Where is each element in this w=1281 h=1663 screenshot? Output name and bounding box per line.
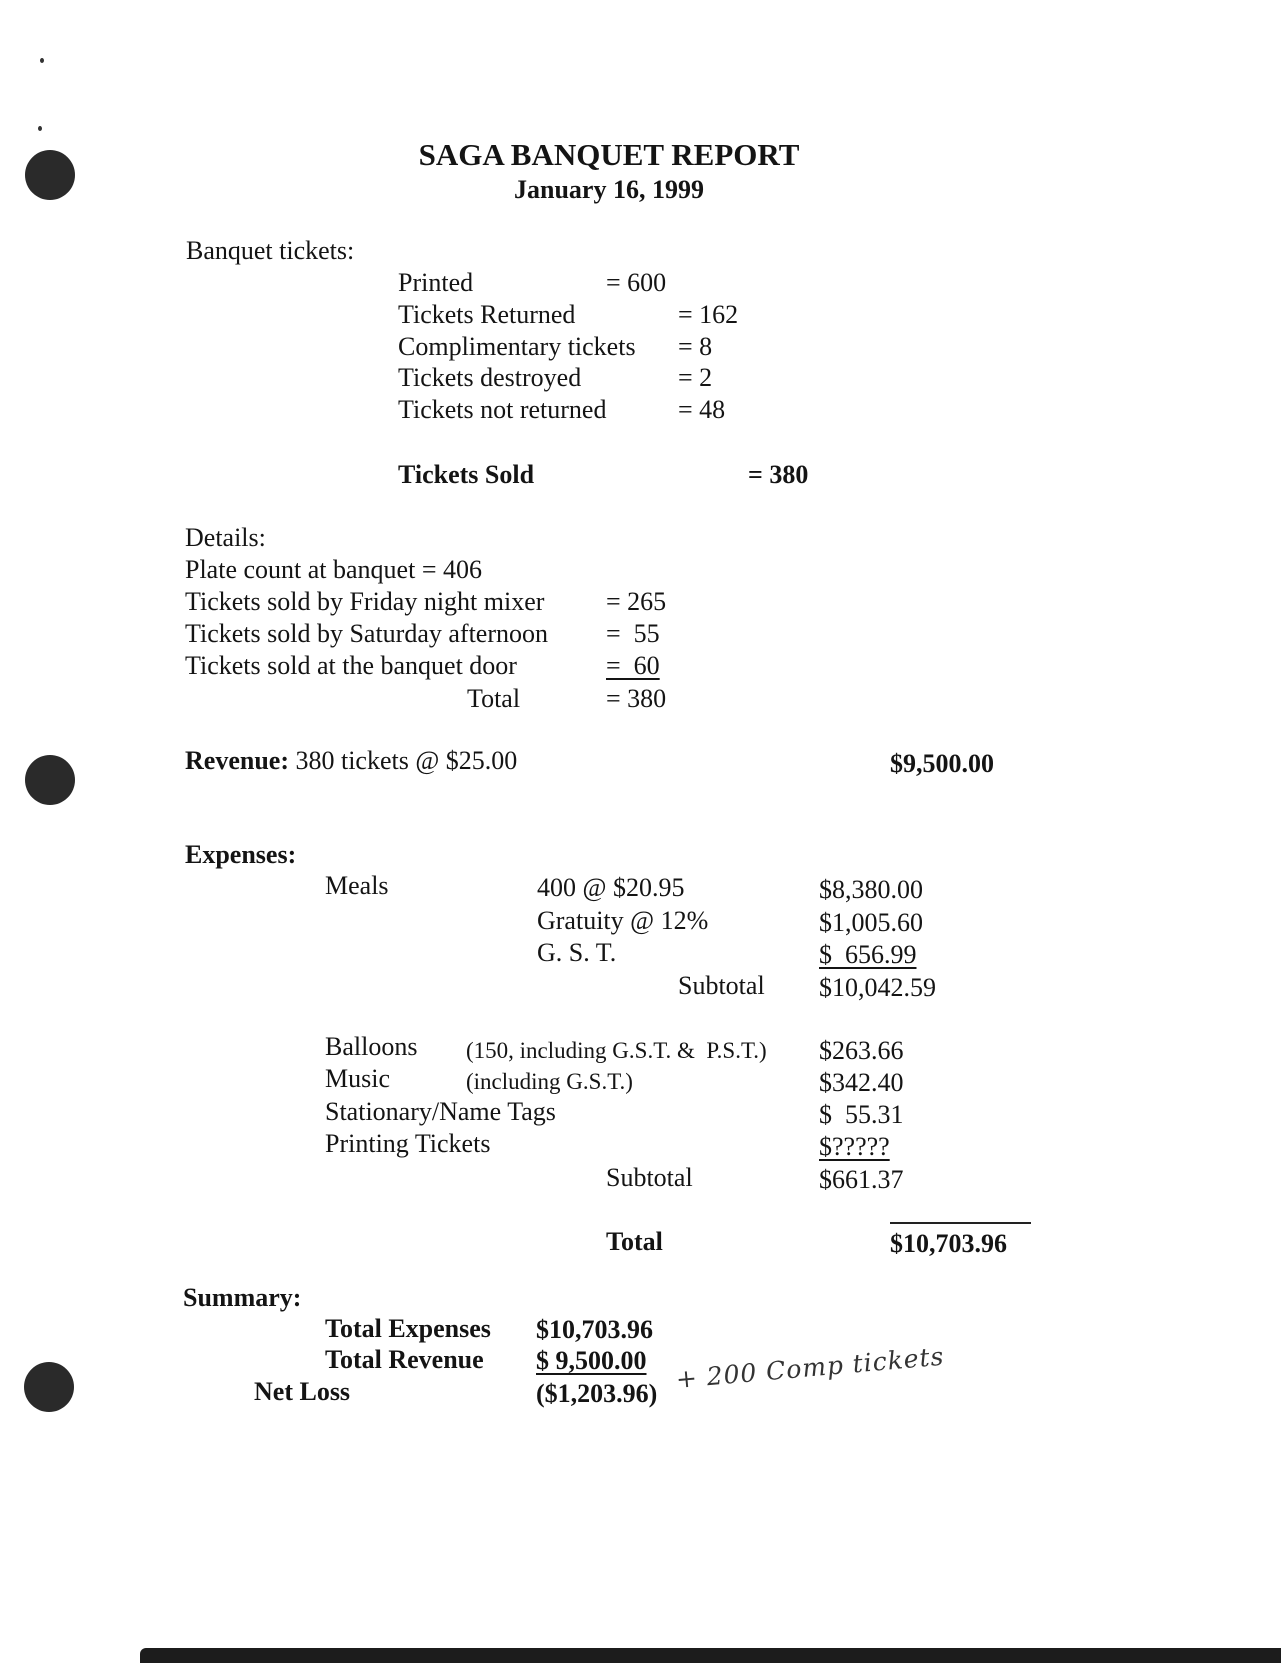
expense-label: Printing Tickets	[325, 1129, 491, 1158]
ticket-row-label: Printed	[398, 268, 474, 297]
expenses-total: $10,703.96	[890, 1229, 1007, 1258]
details-row-value: = 60	[606, 651, 660, 680]
summary-heading: Summary:	[183, 1283, 302, 1312]
revenue-line	[185, 746, 517, 776]
report-date: January 16, 1999	[514, 175, 704, 204]
details-row-value: = 265	[606, 587, 667, 616]
ticket-row-label: Tickets not returned	[398, 395, 607, 424]
summary-expenses-value: $10,703.96	[536, 1315, 653, 1344]
meal-amount: $8,380.00	[819, 875, 923, 904]
expense-label: Stationary/Name Tags	[325, 1097, 556, 1126]
meal-desc: 400 @ $20.95	[537, 873, 685, 902]
expense-amount: $342.40	[819, 1068, 904, 1097]
tickets-sold-label: Tickets Sold	[398, 460, 535, 489]
summary-revenue-value: $ 9,500.00	[536, 1346, 647, 1375]
plate-count: Plate count at banquet = 406	[185, 555, 482, 584]
handwritten-note: + 200 Comp tickets	[674, 1341, 946, 1394]
summary-expenses-label: Total Expenses	[325, 1314, 491, 1343]
expense-amount: $263.66	[819, 1036, 904, 1065]
ticket-row-value: = 600	[606, 268, 667, 297]
ticket-row-value: = 48	[678, 395, 726, 424]
revenue-text: 380 tickets @ $25.00	[295, 746, 518, 775]
details-heading: Details:	[185, 523, 266, 552]
ticket-row-label: Tickets Returned	[398, 300, 576, 329]
report-title: SAGA BANQUET REPORT	[418, 137, 800, 172]
scan-speck	[40, 58, 44, 63]
expense-label: Music	[325, 1064, 390, 1093]
binder-hole	[25, 755, 75, 805]
net-loss-label: Net Loss	[254, 1377, 351, 1406]
details-row-label: Tickets sold by Saturday afternoon	[185, 619, 548, 648]
ticket-row-value: = 8	[678, 332, 713, 361]
ticket-row-value: = 2	[678, 363, 713, 392]
expenses-total-label: Total	[606, 1227, 663, 1256]
expense-note: (including G.S.T.)	[466, 1069, 633, 1094]
meals-subtotal-label: Subtotal	[678, 971, 765, 1000]
summary-revenue-label: Total Revenue	[325, 1345, 484, 1374]
scan-speck	[38, 126, 42, 131]
tickets-heading: Banquet tickets:	[186, 236, 355, 265]
ticket-row-label: Tickets destroyed	[398, 363, 582, 392]
scan-bottom-edge	[140, 1648, 1281, 1663]
expenses-heading: Expenses:	[185, 840, 297, 869]
meal-amount: $ 656.99	[819, 940, 917, 969]
net-loss-value: ($1,203.96)	[536, 1379, 658, 1408]
details-total-value: = 380	[606, 684, 667, 713]
details-row-label: Tickets sold by Friday night mixer	[185, 587, 545, 616]
revenue-label: Revenue:	[185, 746, 289, 775]
meal-desc: Gratuity @ 12%	[537, 906, 709, 935]
expense-amount: $ 55.31	[819, 1100, 904, 1129]
total-rule	[890, 1222, 1031, 1224]
revenue-amount: $9,500.00	[890, 749, 994, 778]
binder-hole	[24, 1362, 74, 1412]
details-total-label: Total	[467, 684, 521, 713]
meals-subtotal: $10,042.59	[819, 973, 936, 1002]
meal-desc: G. S. T.	[537, 938, 617, 967]
details-row-label: Tickets sold at the banquet door	[185, 651, 517, 680]
expense-note: (150, including G.S.T. & P.S.T.)	[466, 1038, 767, 1063]
expense-label: Balloons	[325, 1032, 418, 1061]
other-subtotal: $661.37	[819, 1165, 904, 1194]
meals-label: Meals	[325, 871, 389, 900]
ticket-row-label: Complimentary tickets	[398, 332, 636, 361]
expense-amount: $?????	[819, 1132, 890, 1161]
details-row-value: = 55	[606, 619, 660, 648]
ticket-row-value: = 162	[678, 300, 739, 329]
other-subtotal-label: Subtotal	[606, 1163, 693, 1192]
tickets-sold-value: = 380	[748, 460, 809, 489]
meal-amount: $1,005.60	[819, 908, 923, 937]
